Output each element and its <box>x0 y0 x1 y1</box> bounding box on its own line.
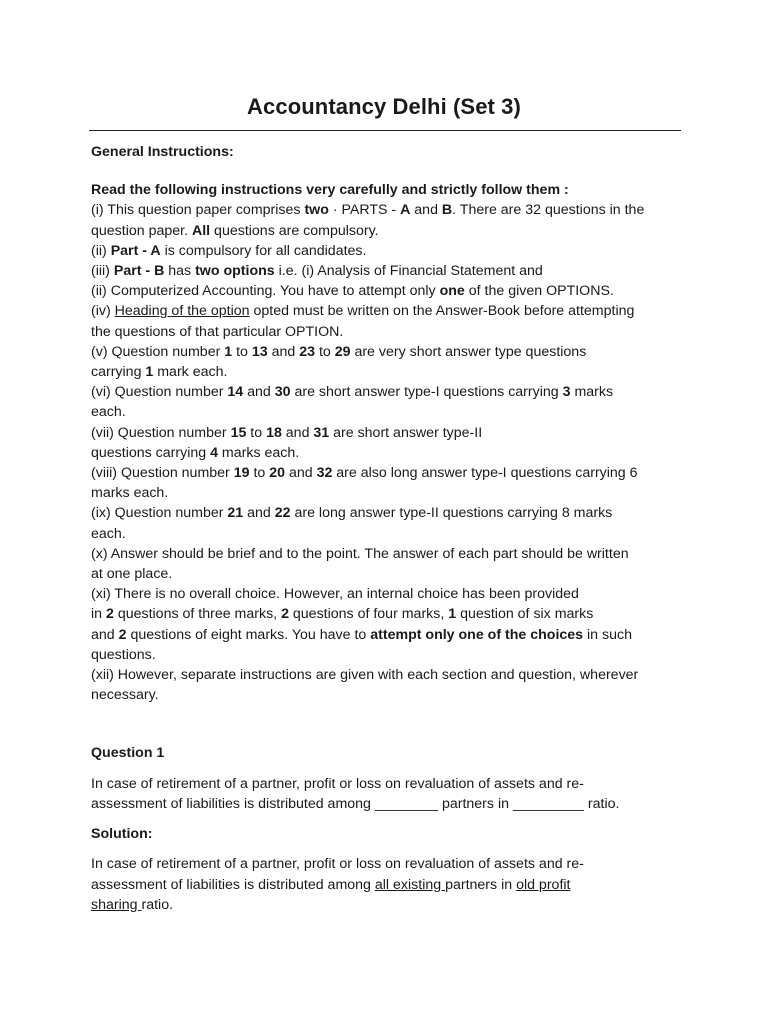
question-1-line1: In case of retirement of a partner, profit or loss on revaluation of assets and re- <box>91 775 584 792</box>
instruction-x-line1: (x) Answer should be brief and to the point. The answer of each part should be written <box>91 545 629 562</box>
document-body <box>91 142 681 915</box>
solution-heading: Solution: <box>91 826 153 843</box>
answer-blank-2: _________ <box>512 795 584 812</box>
instruction-ix-line1: (ix) Question number 21 and 22 are long answer type-II questions carrying 8 marks <box>91 505 613 522</box>
instruction-v-line1: (v) Question number 1 to 13 and 23 to 29 are very short answer type questions <box>91 343 587 360</box>
instruction-v-line2: carrying 1 mark each. <box>91 364 228 381</box>
instruction-iv-line2: the questions of that particular OPTION. <box>91 323 344 340</box>
answer-sharing: sharing <box>91 896 142 913</box>
title-divider <box>89 130 681 131</box>
answer-blank-1: ________ <box>374 795 439 812</box>
instruction-xii-line1: (xii) However, separate instructions are given with each section and question, wherever <box>91 667 639 684</box>
instruction-iv-line1: (iv) Heading of the option opted must be written on the Answer-Book before attempting <box>91 303 635 320</box>
instruction-vi-line2: each. <box>91 404 126 421</box>
page-title: Accountancy Delhi (Set 3) <box>247 94 521 119</box>
instruction-vi-line1: (vi) Question number 14 and 30 are short answer type-I questions carrying 3 marks <box>91 384 614 401</box>
answer-all-existing: all existing <box>374 876 446 893</box>
instruction-xi-line1: (xi) There is no overall choice. However, an internal choice has been provided <box>91 586 579 603</box>
instruction-viii-line1: (viii) Question number 19 to 20 and 32 are also long answer type-I questions carrying 6 <box>91 465 638 482</box>
instruction-vii-line1: (vii) Question number 15 to 18 and 31 are short answer type-II <box>91 424 483 441</box>
read-instructions-line: Read the following instructions very carefully and strictly follow them : <box>91 182 569 199</box>
solution-line2: assessment of liabilities is distributed among all existing partners in old profit <box>91 876 571 893</box>
instruction-iii-line1: (iii) Part - B has two options i.e. (i) Analysis of Financial Statement and <box>91 263 543 280</box>
instruction-xi-line3: and 2 questions of eight marks. You have to attempt only one of the choices in such <box>91 626 632 643</box>
solution-line3: sharing ratio. <box>91 896 174 913</box>
instruction-xii-line2: necessary. <box>91 687 159 704</box>
instruction-xi-line2: in 2 questions of three marks, 2 questions of four marks, 1 question of six marks <box>91 606 594 623</box>
instruction-vii-line2: questions carrying 4 marks each. <box>91 444 300 461</box>
instruction-ii: (ii) Part - A is compulsory for all candidates. <box>91 242 367 259</box>
question-1-heading: Question 1 <box>91 745 165 762</box>
solution-line1: In case of retirement of a partner, profit or loss on revaluation of assets and re- <box>91 856 584 873</box>
instruction-iii-line2: (ii) Computerized Accounting. You have to attempt only one of the given OPTIONS. <box>91 283 614 300</box>
question-1-line2: assessment of liabilities is distributed among ________ partners in _________ ratio. <box>91 795 620 812</box>
instruction-xi-line4: questions. <box>91 646 156 663</box>
general-instructions-heading: General Instructions: <box>91 144 234 160</box>
answer-old-profit: old profit <box>516 876 571 893</box>
instruction-ix-line2: each. <box>91 525 126 542</box>
instruction-i-line2: question paper. All questions are compulsory. <box>91 222 379 239</box>
instruction-i-line1: (i) This question paper comprises two · PARTS - A and B. There are 32 questions in the <box>91 202 645 219</box>
instruction-viii-line2: marks each. <box>91 485 169 502</box>
instruction-x-line2: at one place. <box>91 566 173 583</box>
